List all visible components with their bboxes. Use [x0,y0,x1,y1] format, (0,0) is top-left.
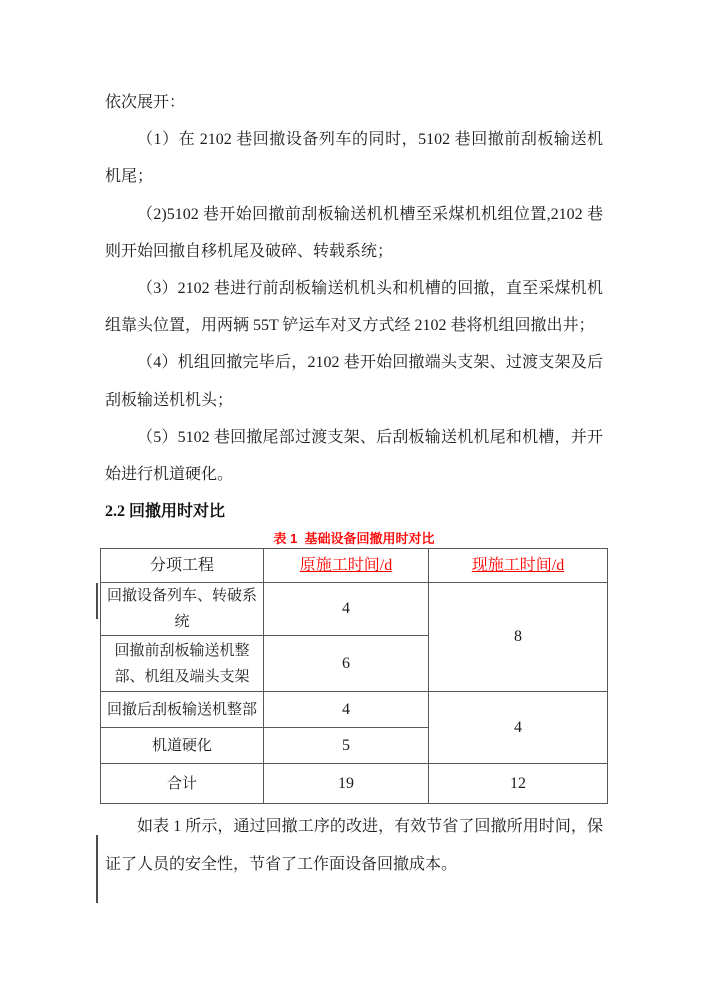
current-time-cell: 12 [429,764,608,804]
body-paragraph: 依次展开： [105,94,186,111]
header-cell-current-time: 现施工时间/d [429,549,608,583]
orig-time-cell: 4 [264,692,429,728]
current-time-merged-cell: 4 [429,692,608,764]
body-paragraph: （4）机组回撤完毕后，2102 巷开始回撤端头支架、过渡支架及后刮板输送机机头； [105,354,603,409]
table-header-row [101,549,608,583]
table-row [101,692,608,728]
row-label-cell: 回撤设备列车、转破系统 [101,583,264,636]
closing-paragraph: 如表 1 所示，通过回撤工序的改进，有效节省了回撤所用时间，保证了人员的安全性，节省了工作面设备回撤成本。 [105,818,603,873]
body-paragraph: （2)5102 巷开始回撤前刮板输送机机槽至采煤机机组位置,2102 巷则开始回撤自移机尾及破碎、转载系统； [105,205,603,260]
table-caption: 表 1 基础设备回撤用时对比 [273,531,435,547]
orig-time-cell: 19 [264,764,429,804]
body-paragraph: （5）5102 巷回撤尾部过渡支架、后刮板输送机机尾和机槽，并开始进行机道硬化。 [105,428,603,484]
current-time-merged-cell: 8 [429,583,608,692]
row-label-cell: 机道硬化 [101,728,264,764]
document-body [105,84,603,883]
orig-time-cell: 4 [264,583,429,636]
row-label-cell: 合计 [101,764,264,804]
row-label-cell: 回撤前刮板输送机整部、机组及端头支架 [101,636,264,692]
table-row [101,583,608,636]
orig-time-cell: 6 [264,636,429,692]
section-heading: 2.2 回撤用时对比 [105,503,226,521]
header-cell-original-time: 原施工时间/d [264,549,429,583]
revision-change-bar [96,835,98,903]
row-label-cell: 回撤后刮板输送机整部 [101,692,264,728]
body-paragraph: （3）2102 巷进行前刮板输送机机头和机槽的回撤，直至采煤机机组靠头位置，用两辆 55T 铲运车对叉方式经 2102 巷将机组回撤出井； [105,280,603,335]
header-cell-project: 分项工程 [101,549,264,583]
orig-time-cell: 5 [264,728,429,764]
revision-change-bar [96,583,98,619]
comparison-table [100,548,608,804]
table-total-row [101,764,608,804]
body-paragraph: （1）在 2102 巷回撤设备列车的同时，5102 巷回撤前刮板输送机机尾； [105,131,603,186]
